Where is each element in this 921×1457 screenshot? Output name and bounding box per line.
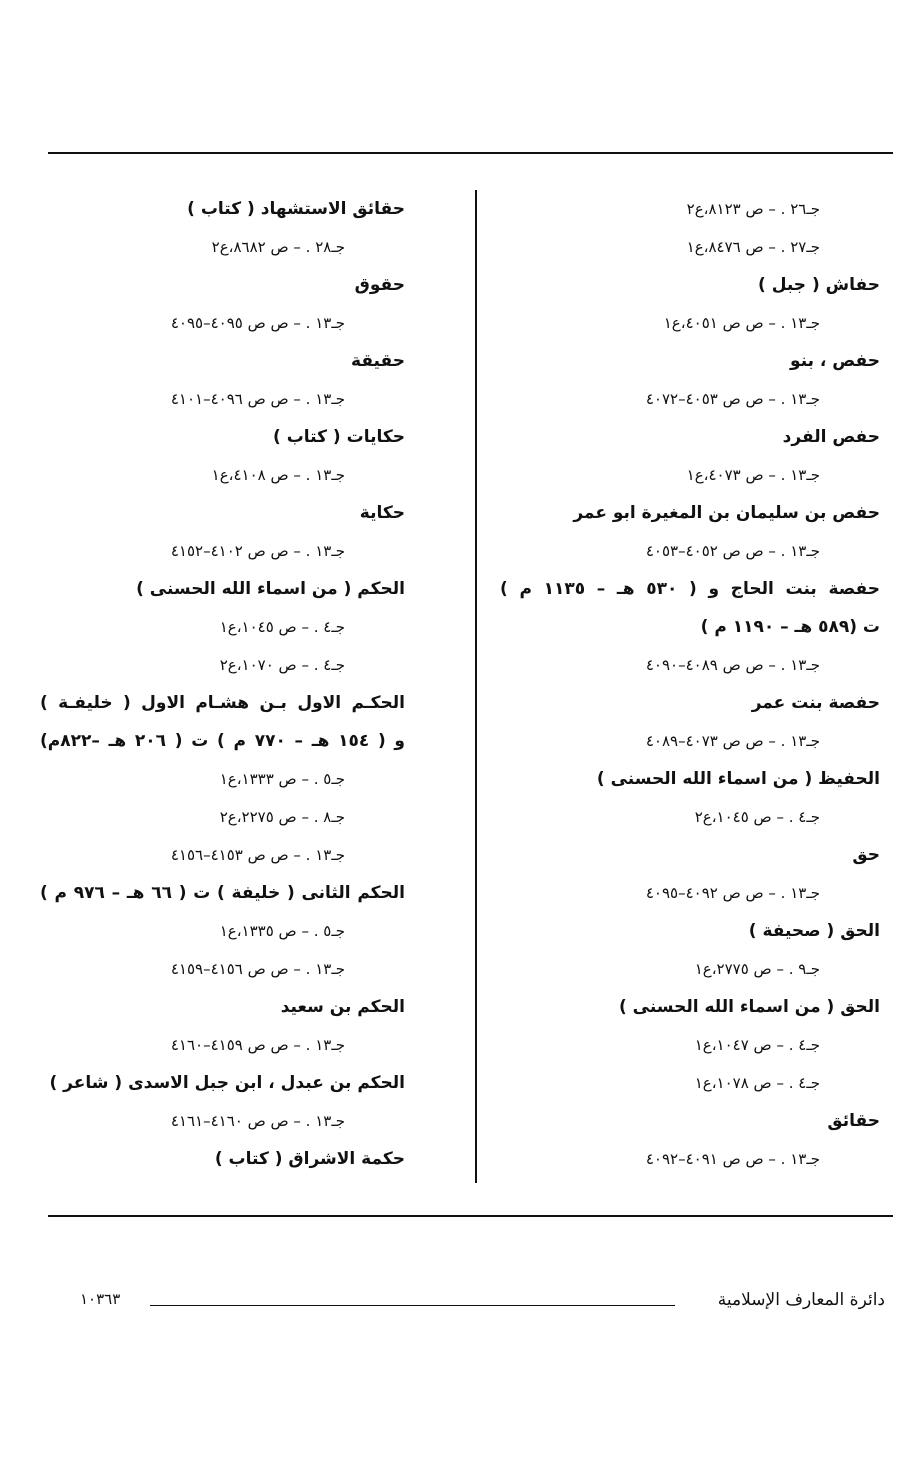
entry-heading: الحق ( صحيفة ) — [748, 921, 880, 941]
entry-reference: جـ٤ . – ص ١٠٧٠،ع٢ — [219, 656, 345, 674]
entry-reference: جـ١٣ . – ص ٤٠٧٣،ع١ — [686, 466, 820, 484]
entry-reference: جـ٤ . – ص ١٠٧٨،ع١ — [694, 1074, 820, 1092]
entry-reference: جـ١٣ . – ص ص ٤٠٥١،ع١ — [663, 314, 820, 332]
entry-reference: جـ٨ . – ص ٢٢٧٥،ع٢ — [219, 808, 345, 826]
column-divider — [475, 190, 477, 1183]
entry-reference: جـ١٣ . – ص ص ٤٠٥٣–٤٠٧٢ — [645, 390, 820, 408]
entry-heading: حكمة الاشراق ( كتاب ) — [214, 1149, 405, 1169]
entry-reference: جـ٩ . – ص ٢٧٧٥،ع١ — [694, 960, 820, 978]
entry-reference: جـ٥ . – ص ١٣٣٥،ع١ — [219, 922, 345, 940]
entry-reference: جـ١٣ . – ص ص ٤١٥٩–٤١٦٠ — [170, 1036, 345, 1054]
entry-reference: جـ١٣ . – ص ص ٤١٠٢–٤١٥٢ — [170, 542, 345, 560]
entry-reference: جـ٤ . – ص ١٠٤٧،ع١ — [694, 1036, 820, 1054]
entry-heading: حفص ، بنو — [790, 351, 880, 371]
entry-reference: جـ٤ . – ص ١٠٤٥،ع٢ — [694, 808, 820, 826]
entry-heading: حفصة بنت الحاج و ( ٥٣٠ هـ – ١١٣٥ م ) — [500, 579, 880, 599]
top-rule — [48, 152, 893, 154]
entry-reference: جـ١٣ . – ص ٤١٠٨،ع١ — [211, 466, 345, 484]
entry-heading: الحكم بن عبدل ، ابن جبل الاسدى ( شاعر ) — [49, 1073, 405, 1093]
footer-rule — [150, 1305, 675, 1306]
entry-reference: جـ١٣ . – ص ص ٤٠٩٥–٤٠٩٥ — [170, 314, 345, 332]
entry-reference: جـ١٣ . – ص ص ٤٠٥٢–٤٠٥٣ — [645, 542, 820, 560]
entry-heading: و ( ١٥٤ هـ – ٧٧٠ م ) ت ( ٢٠٦ هـ –٨٢٢م) — [40, 731, 405, 751]
entry-reference: جـ١٣ . – ص ص ٤٠٩٢–٤٠٩٥ — [645, 884, 820, 902]
entry-reference: جـ٢٧ . – ص ٨٤٧٦،ع١ — [686, 238, 820, 256]
entry-reference: جـ١٣ . – ص ص ٤١٦٠–٤١٦١ — [170, 1112, 345, 1130]
entry-reference: جـ٥ . – ص ١٣٣٣،ع١ — [219, 770, 345, 788]
entry-heading: الحكم الثانى ( خليفة ) ت ( ٦٦ هـ – ٩٧٦ م ) — [40, 883, 405, 903]
entry-reference: جـ١٣ . – ص ص ٤٠٩٦–٤١٠١ — [170, 390, 345, 408]
page-footer — [80, 1290, 885, 1320]
entry-heading: الحفيظ ( من اسماء الله الحسنى ) — [596, 769, 880, 789]
entry-heading: حفص بن سليمان بن المغيرة ابو عمر — [573, 503, 880, 523]
entry-heading: حقائق الاستشهاد ( كتاب ) — [187, 199, 405, 219]
entry-reference: جـ٤ . – ص ١٠٤٥،ع١ — [219, 618, 345, 636]
entry-heading: حقيقة — [351, 351, 405, 371]
entry-heading: ت (٥٨٩ هـ – ١١٩٠ م ) — [700, 617, 880, 637]
footer-title: دائرة المعارف الإسلامية — [717, 1290, 885, 1310]
entry-heading: حفاش ( جبل ) — [758, 275, 880, 295]
entry-heading: حفص الفرد — [782, 427, 880, 447]
entry-heading: حقوق — [354, 275, 405, 295]
page-number: ١٠٣٦٣ — [80, 1290, 121, 1308]
entry-heading: الحكم ( من اسماء الله الحسنى ) — [136, 579, 405, 599]
left-column — [40, 190, 405, 1178]
entry-heading: الحكـم الاول بـن هشـام الاول ( خليفـة ) — [40, 693, 405, 713]
entry-heading: حق — [852, 845, 880, 865]
entry-heading: حفصة بنت عمر — [751, 693, 880, 713]
entry-reference: جـ١٣ . – ص ص ٤٠٨٩–٤٠٩٠ — [645, 656, 820, 674]
entry-heading: حكاية — [359, 503, 405, 523]
entry-reference: جـ٢٦ . – ص ٨١٢٣،ع٢ — [686, 200, 820, 218]
entry-reference: جـ١٣ . – ص ص ٤١٥٣–٤١٥٦ — [170, 846, 345, 864]
entry-heading: الحكم بن سعيد — [280, 997, 405, 1017]
entry-reference: جـ٢٨ . – ص ٨٦٨٢،ع٢ — [211, 238, 345, 256]
entry-reference: جـ١٣ . – ص ص ٤٠٩١–٤٠٩٢ — [645, 1150, 820, 1168]
bottom-rule — [48, 1215, 893, 1217]
entry-heading: حقائق — [827, 1111, 880, 1131]
entry-reference: جـ١٣ . – ص ص ٤١٥٦–٤١٥٩ — [170, 960, 345, 978]
right-column — [500, 190, 880, 1178]
entry-heading: الحق ( من اسماء الله الحسنى ) — [618, 997, 880, 1017]
entry-heading: حكايات ( كتاب ) — [273, 427, 405, 447]
entry-reference: جـ١٣ . – ص ص ٤٠٧٣–٤٠٨٩ — [645, 732, 820, 750]
